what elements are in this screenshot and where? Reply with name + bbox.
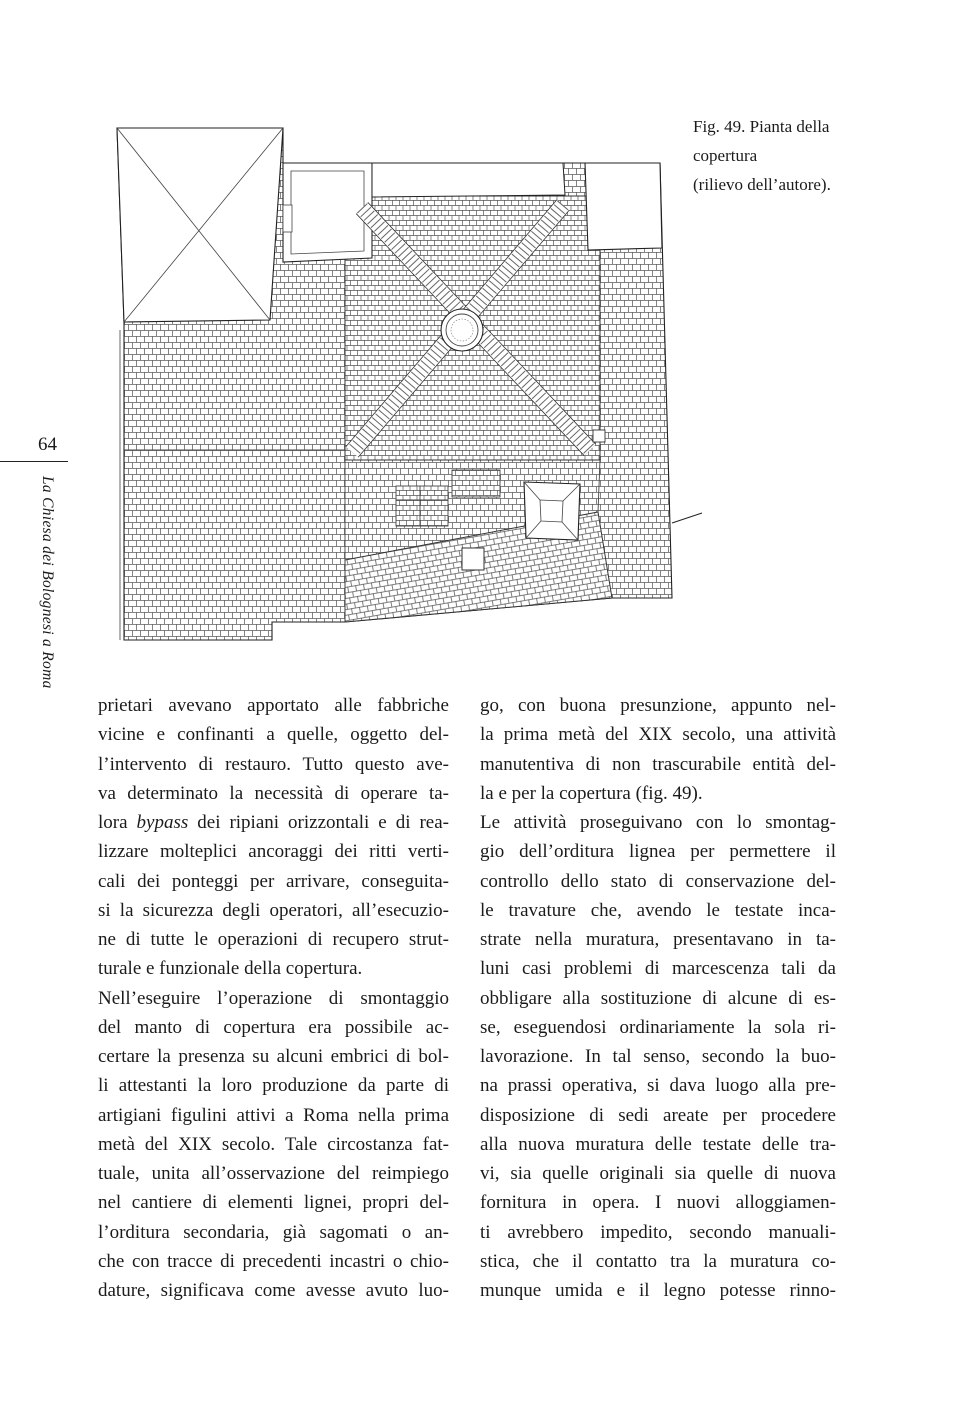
body-line: si la sicurezza degli operatori, all’esecuzio- (98, 899, 449, 921)
skylight (524, 482, 580, 540)
roof-plan-drawing (100, 115, 715, 655)
body-line: prietari avevano apportato alle fabbriche (98, 695, 449, 716)
body-line: stica, che il contatto tra la muratura co- (480, 1250, 836, 1272)
body-line: che con tracce di precedenti incastri o chio- (98, 1250, 449, 1272)
body-line: dature, significava come avesse avuto luo- (98, 1280, 449, 1301)
chimney (593, 430, 605, 442)
body-line: l’intervento di restauro. Tutto questo ave- (98, 753, 449, 775)
body-line: manutentiva di non trascurabile entità del- (480, 753, 836, 775)
body-line: ne di tutte le operazioni di recupero strut- (98, 929, 449, 950)
small-opening (462, 548, 484, 570)
body-line: controllo dello stato di conservazione del- (480, 870, 836, 892)
body-line: li attestanti la loro produzione da parte di (98, 1075, 449, 1097)
body-line: la e per la copertura (fig. 49). (480, 782, 703, 804)
caption-line: copertura (693, 146, 758, 165)
body-line: Nell’eseguire l’operazione di smontaggio (98, 987, 449, 1009)
body-line: gio dell’orditura lignea per permettere il (480, 841, 836, 863)
emphasized-term: bypass (136, 812, 189, 833)
body-line: certare la presenza su alcuni embrici di bol- (98, 1046, 449, 1067)
body-line: luni casi problemi di marcescenza tali da (480, 958, 836, 980)
body-line (98, 808, 449, 837)
body-line: tuale, unita all’osservazione del reimpiego (98, 1163, 449, 1184)
page-number-rule (0, 461, 68, 462)
page-number: 64 (38, 434, 57, 455)
body-line: va determinato la necessità di operare ta- (98, 782, 449, 804)
caption-line: Fig. 49. Pianta della (693, 117, 830, 136)
body-line: na prassi operativa, si dava luogo alla pre- (480, 1075, 836, 1097)
figure-caption (693, 112, 831, 199)
body-line: vicine e confinanti a quelle, oggetto del- (98, 724, 449, 746)
terrace-strip (372, 163, 565, 197)
corner-room-x (117, 128, 283, 322)
body-line: munque umida e il legno potesse rinno- (480, 1280, 836, 1301)
body-line: l’orditura secondaria, già sagomati o an- (98, 1221, 449, 1243)
body-line: la prima metà del XIX secolo, una attività (480, 724, 836, 746)
central-lantern (441, 309, 483, 351)
body-line: ti avrebbero impedito, secondo manuali- (480, 1221, 836, 1243)
body-line: le travature che, avendo le testate inca- (480, 899, 836, 921)
body-line-text: dei ripiani orizzontali e di rea- (188, 812, 449, 833)
body-line-text: lora (98, 812, 137, 833)
body-line: fornitura in opera. I nuovi alloggiamen- (480, 1192, 836, 1214)
left-text-column (98, 691, 449, 1305)
corner-room-right (585, 163, 662, 250)
body-line: nel cantiere di elementi lignei, propri del- (98, 1192, 449, 1214)
boundary-mark (672, 513, 702, 523)
body-line: disposizione di sedi areate per procedere (480, 1104, 836, 1126)
body-line: alla nuova muratura delle testate delle tra- (480, 1133, 836, 1155)
body-line: vi, sia quelle originali sia quelle di nuova (480, 1163, 836, 1184)
body-line: metà del XIX secolo. Tale circostanza fat- (98, 1133, 449, 1155)
body-line: lizzare molteplici ancoraggi dei ritti verti- (98, 841, 449, 863)
caption-line: (rilievo dell’autore). (693, 175, 831, 194)
body-line: artigiani figulini attivi a Roma nella prima (98, 1104, 449, 1126)
body-line: turale e funzionale della copertura. (98, 958, 363, 980)
body-line: go, con buona presunzione, appunto nel- (480, 695, 836, 716)
body-line: Le attività proseguivano con lo smontag- (480, 812, 836, 833)
right-text-column (480, 691, 836, 1305)
body-line: se, eseguendosi ordinariamente la sola ri- (480, 1016, 836, 1038)
body-line: del manto di copertura era possibile ac- (98, 1016, 449, 1038)
running-title: La Chiesa dei Bolognesi a Roma (39, 476, 56, 689)
body-line: lavorazione. In tal senso, secondo la buo- (480, 1046, 836, 1067)
body-line: obbligare alla sostituzione di alcune di es- (480, 987, 836, 1009)
body-line: strate nella muratura, presentavano in ta- (480, 929, 836, 950)
body-line: cali dei ponteggi per arrivare, conseguita- (98, 870, 449, 892)
